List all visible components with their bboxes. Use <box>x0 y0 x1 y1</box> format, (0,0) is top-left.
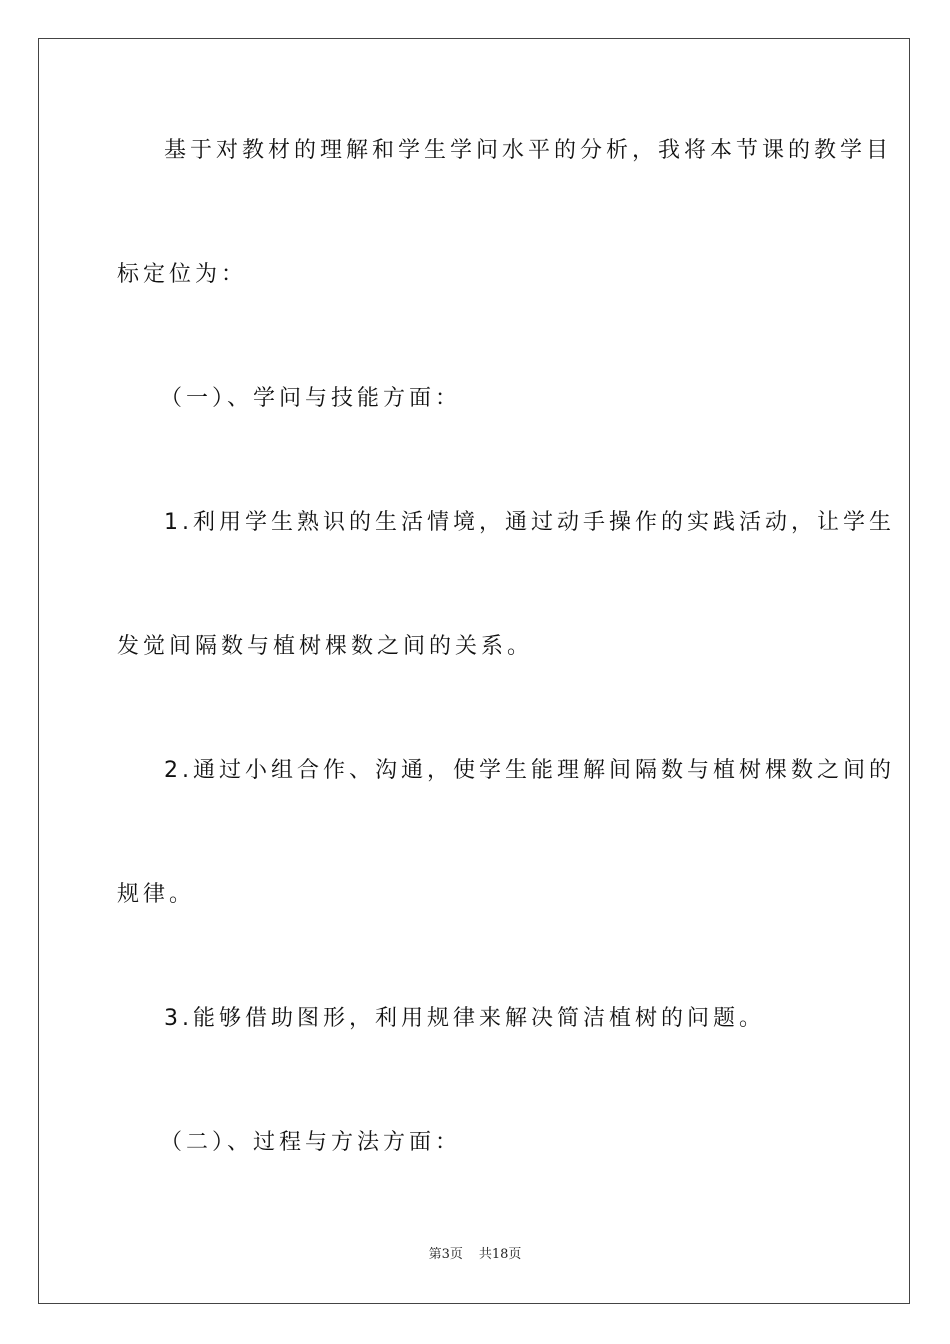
section-heading: （一）、学问与技能方面： <box>160 386 462 411</box>
page-border <box>38 38 910 1304</box>
page-total: 共18页 <box>478 1247 522 1262</box>
paragraph-line: 3.能够借助图形，利用规律来解决简洁植树的问题。 <box>164 1006 765 1031</box>
section-heading: （二）、过程与方法方面： <box>160 1130 462 1155</box>
page-number: 第3页 <box>428 1247 463 1262</box>
page-footer <box>0 1246 950 1264</box>
paragraph-line: 标定位为： <box>117 262 248 287</box>
paragraph-line: 2.通过小组合作、沟通，使学生能理解间隔数与植树棵数之间的 <box>164 758 895 783</box>
paragraph-line: 发觉间隔数与植树棵数之间的关系。 <box>117 634 534 659</box>
paragraph-line: 1.利用学生熟识的生活情境，通过动手操作的实践活动，让学生 <box>164 510 895 535</box>
paragraph-line: 基于对教材的理解和学生学问水平的分析，我将本节课的教学目 <box>164 138 893 163</box>
paragraph-line: 规律。 <box>117 882 196 907</box>
